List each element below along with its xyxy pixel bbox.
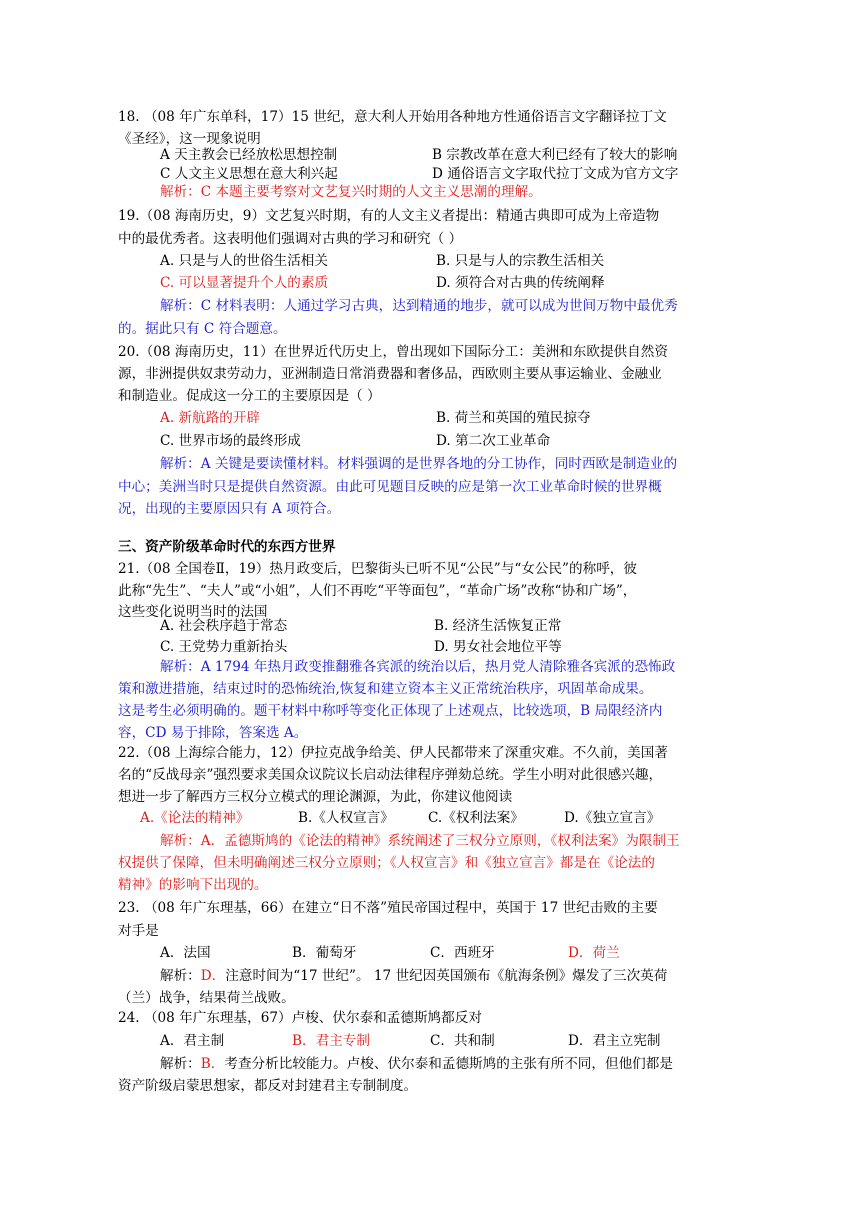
q22-option-b: B.《人权宣言》: [298, 810, 394, 826]
q23-stem-line1: 23. （08 年广东理基，66）在建立“日不落”殖民帝国过程中，英国于 17 世纪击败的主要: [118, 900, 658, 916]
q18-analysis: [160, 181, 770, 203]
q24-option-b-answer: B．君主专制: [292, 1033, 370, 1049]
q19-option-a: A. 只是与人的世俗生活相关: [160, 253, 328, 269]
q23-analysis-line1: [160, 965, 770, 987]
q20-analysis-line2: 中心；美洲当时只是提供自然资源。由此可见题目反映的应是第一次工业革命时候的世界概: [118, 479, 662, 495]
q20-option-a-answer: A. 新航路的开辟: [160, 410, 261, 426]
q19-option-b: B. 只是与人的宗教生活相关: [436, 253, 605, 269]
q20-option-d: D. 第二次工业革命: [436, 433, 551, 449]
q22-stem-line3: 想进一步了解西方三权分立模式的理论渊源，为此，你建议他阅读: [118, 789, 513, 805]
q24-analysis-answer: B．: [200, 1056, 225, 1072]
q18-stem-line1: 18. （08 年广东单科，17）15 世纪，意大利人开始用各种地方性通俗语言文字翻译拉丁文: [118, 109, 667, 125]
q20-analysis-line1: 解析：A 关键是要读懂材料。材料强调的是世界各地的分工协作，同时西欧是制造业的: [160, 456, 678, 472]
q20-option-b: B. 荷兰和英国的殖民掠夺: [436, 410, 591, 426]
q21-option-d: D. 男女社会地位平等: [434, 639, 562, 655]
q21-analysis-line1: 解析：A 1794 年热月政变推翻雅各宾派的统治以后，热月党人清除雅各宾派的恐怖政: [160, 659, 676, 675]
q21-option-b: B. 经济生活恢复正常: [434, 618, 562, 634]
q24-analysis-line2: 资产阶级启蒙思想家，都反对封建君主专制制度。: [118, 1078, 418, 1094]
q24-analysis-line1: [160, 1053, 770, 1075]
q23-analysis-answer: D．: [200, 968, 226, 984]
q18-stem-line2: 《圣经》，这一现象说明: [118, 131, 261, 147]
q23-option-a: A．法国: [160, 945, 211, 961]
q20-stem-line1: 20.（08 海南历史，11）在世界近代历史上，曾出现如下国际分工：美洲和东欧提供自然资: [118, 344, 668, 360]
q21-analysis-line3: 这是考生必须明确的。题干材料中称呼等变化正体现了上述观点，比较选项，B 局限经济内: [118, 703, 663, 719]
q18-option-d: D 通俗语言文字取代拉丁文成为官方文字: [432, 166, 679, 182]
q20-option-c: C. 世界市场的最终形成: [160, 433, 301, 449]
q22-option-d: D.《独立宣言》: [564, 810, 661, 826]
q23-analysis-line2: （兰）战争，结果荷兰战败。: [118, 990, 295, 1006]
q23-analysis-prefix: 解析：: [160, 968, 201, 984]
q18-option-c: C 人文主义思想在意大利兴起: [160, 166, 338, 182]
q19-option-c-answer: C. 可以显著提升个人的素质: [160, 275, 329, 291]
q18-option-a: A 天主教会已经放松思想控制: [160, 147, 338, 163]
q20-analysis-line3: 况，出现的主要原因只有 A 项符合。: [118, 501, 341, 517]
q18-option-b: B 宗教改革在意大利已经有了较大的影响: [432, 147, 678, 163]
q21-stem-line3: 这些变化说明当时的法国: [118, 604, 268, 620]
q21-option-a: A. 社会秩序趋于常态: [160, 618, 288, 634]
q22-stem-line1: 22.（08 上海综合能力，12）伊拉克战争给美、伊人民都带来了深重灾难。不久前，美国著: [118, 745, 668, 761]
q24-option-a: A．君主制: [160, 1033, 225, 1049]
q24-analysis-text: 考查分析比较能力。卢梭、伏尔泰和孟德斯鸠的主张有所不同，但他们都是: [224, 1056, 673, 1072]
q18-analysis-highlight: 文艺复兴时期的人文主义思潮的理解。: [310, 184, 542, 200]
q22-analysis-line3: 精神》的影响下出现的。: [118, 877, 268, 893]
q19-analysis-line1: 解析：C 材料表明：人通过学习古典，达到精通的地步，就可以成为世间万物中最优秀: [160, 298, 678, 314]
q20-stem-line3: 和制造业。促成这一分工的主要原因是（ ）: [118, 388, 381, 404]
q21-analysis-line4: 容，CD 易于排除，答案选 A。: [118, 725, 308, 741]
q21-analysis-line2: 策和激进措施，结束过时的恐怖统治,恢复和建立资本主义正常统治秩序，巩固革命成果。: [118, 681, 653, 697]
q21-stem-line1: 21.（08 全国卷Ⅱ，19）热月政变后，巴黎街头已听不见“公民”与“女公民”的称呼，彼: [118, 561, 637, 577]
q20-stem-line2: 源，非洲提供奴隶劳动力，亚洲制造日常消费器和奢侈品，西欧则主要从事运输业、金融业: [118, 366, 662, 382]
q23-analysis-text: 注意时间为“17 世纪”。 17 世纪因英国颁布《航海条例》爆发了三次英荷: [225, 968, 668, 984]
q22-stem-line2: 名的“反战母亲”强烈要求美国众议院议长启动法律程序弹劾总统。学生小明对此很感兴趣，: [118, 767, 663, 783]
q23-option-b: B．葡萄牙: [292, 945, 357, 961]
q22-analysis-line2: 权提供了保障，但未明确阐述三权分立原则；《人权宣言》和《独立宣言》都是在《论法的: [118, 855, 655, 871]
q22-option-a-answer: A.《论法的精神》: [140, 810, 250, 826]
q21-option-c: C. 王党势力重新抬头: [160, 639, 288, 655]
q24-option-d: D．君主立宪制: [568, 1033, 661, 1049]
q18-analysis-prefix: 解析：C 本题主要考察对: [160, 184, 311, 200]
q21-stem-line2: 此称“先生”、“夫人”或“小姐”，人们不再吃“平等面包”，“革命广场”改称“协和广场”，: [118, 583, 637, 599]
q19-option-d: D. 须符合对古典的传统阐释: [436, 275, 605, 291]
q23-option-c: C．西班牙: [430, 945, 495, 961]
q23-stem-line2: 对手是: [118, 923, 159, 939]
q24-stem-line1: 24. （08 年广东理基，67）卢梭、伏尔泰和孟德斯鸠都反对: [118, 1010, 482, 1026]
q23-option-d-answer: D．荷兰: [568, 945, 620, 961]
section-3-heading: 三、资产阶级革命时代的东西方世界: [118, 539, 336, 555]
q24-option-c: C．共和制: [430, 1033, 495, 1049]
q19-analysis-line2: 的。据此只有 C 符合题意。: [118, 321, 287, 337]
q22-option-c: C.《权利法案》: [428, 810, 524, 826]
q19-stem-line1: 19.（08 海南历史，9）文艺复兴时期，有的人文主义者提出：精通古典即可成为上帝造物: [118, 208, 660, 224]
q22-analysis-line1: 解析：A．孟德斯鸠的《论法的精神》系统阐述了三权分立原则，《权利法案》为限制王: [160, 833, 680, 849]
q24-analysis-prefix: 解析：: [160, 1056, 201, 1072]
q19-stem-line2: 中的最优秀者。这表明他们强调对古典的学习和研究（ ）: [118, 231, 463, 247]
